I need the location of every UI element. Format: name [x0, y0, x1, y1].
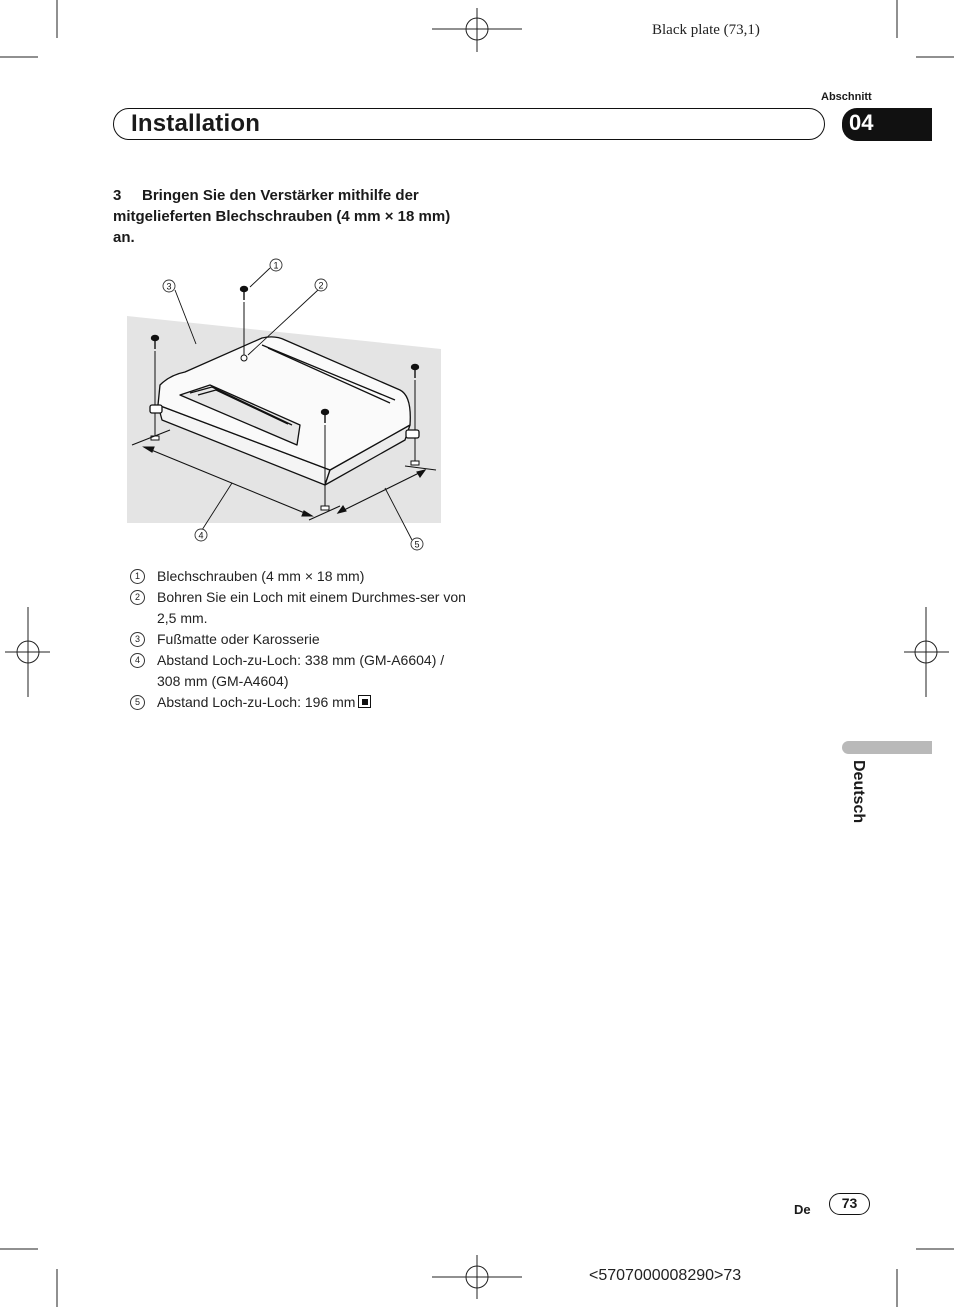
step-text: Bringen Sie den Verstärker mithilfe der mitgelieferten Blechschrauben (4 mm × 18 mm) an.	[113, 187, 451, 246]
legend-text: Abstand Loch-zu-Loch: 196 mm	[157, 694, 356, 710]
legend-item	[127, 629, 467, 650]
print-code: <5707000008290>73	[589, 1267, 742, 1284]
legend-marker: 5	[130, 695, 145, 710]
page-language-code: De	[794, 1202, 811, 1217]
page-title: Installation	[131, 110, 261, 137]
legend-marker: 2	[130, 590, 145, 605]
legend-marker: 4	[130, 653, 145, 668]
language-label: Deutsch	[850, 760, 867, 824]
end-of-section-icon	[358, 695, 371, 708]
legend-marker: 1	[130, 569, 145, 584]
callout-1: 1	[273, 260, 279, 271]
legend-item	[127, 587, 467, 629]
callout-2: 2	[318, 280, 324, 291]
legend-item	[127, 650, 467, 692]
mount-foot-left	[150, 405, 162, 413]
screw-top	[241, 287, 248, 301]
legend-item	[127, 566, 467, 587]
step-instruction	[113, 185, 458, 248]
section-label: Abschnitt	[821, 91, 872, 103]
installation-illustration	[120, 255, 450, 555]
callout-4: 4	[198, 530, 204, 541]
legend-text: Abstand Loch-zu-Loch: 338 mm (GM-A6604) / 308 mm (GM-A4604)	[157, 652, 445, 689]
legend-text: Blechschrauben (4 mm × 18 mm)	[157, 568, 365, 584]
legend-item	[127, 692, 467, 713]
legend-marker: 3	[130, 632, 145, 647]
legend-text: Fußmatte oder Karosserie	[157, 631, 320, 647]
plate-info: Black plate (73,1)	[652, 22, 760, 38]
language-tab	[842, 741, 932, 754]
section-number: 04	[849, 110, 874, 135]
callout-3: 3	[166, 281, 172, 292]
callout-5: 5	[414, 539, 420, 550]
figure-legend	[127, 566, 467, 713]
step-number: 3	[113, 187, 122, 204]
mount-foot-right	[406, 430, 419, 438]
page-number: 73	[841, 1195, 858, 1211]
legend-text: Bohren Sie ein Loch mit einem Durchmes-ser von 2,5 mm.	[157, 589, 466, 626]
